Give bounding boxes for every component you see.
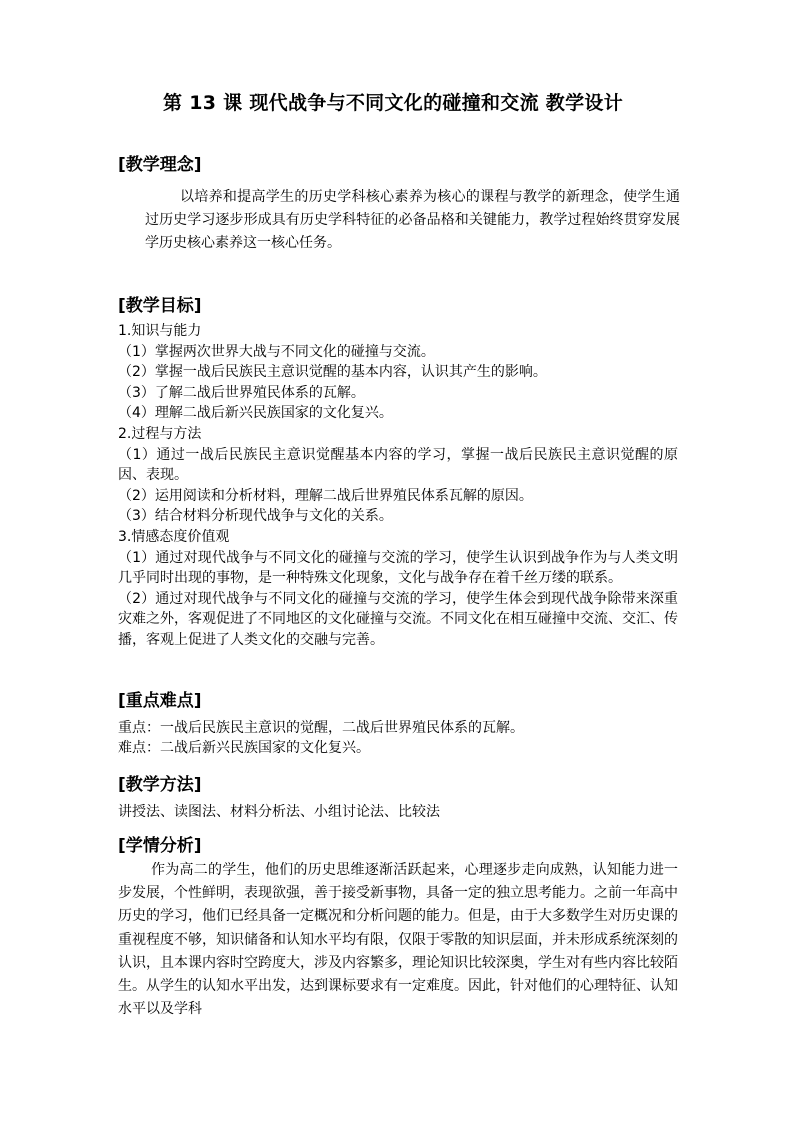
goal-line: （1）掌握两次世界大战与不同文化的碰撞与交流。 bbox=[118, 343, 435, 360]
goal-line: 1.知识与能力 bbox=[118, 323, 202, 339]
goal-line: 3.情感态度价值观 bbox=[118, 528, 230, 545]
goal-line: （1）通过一战后民族民主意识觉醒基本内容的学习，掌握一战后民族民主意识觉醒的原因、表现。 bbox=[118, 446, 678, 484]
heading-key-points: [重点难点] bbox=[118, 691, 202, 711]
key-point-line: 重点：一战后民族民主意识的觉醒，二战后世界殖民体系的瓦解。 bbox=[118, 720, 524, 736]
methods-line: 讲授法、读图法、材料分析法、小组讨论法、比较法 bbox=[118, 804, 440, 820]
heading-teaching-methods: [教学方法] bbox=[118, 775, 202, 795]
goal-line: （2）掌握一战后民族民主意识觉醒的基本内容，认识其产生的影响。 bbox=[118, 364, 547, 381]
document-title: 第 13 课 现代战争与不同文化的碰撞和交流 教学设计 bbox=[163, 92, 624, 114]
key-points-list bbox=[118, 718, 678, 758]
goal-line: （1）通过对现代战争与不同文化的碰撞与交流的学习，使学生认识到战争作为与人类文明几乎同时出现的事物，是一种特殊文化现象，文化与战争存在着千丝万缕的联系。 bbox=[118, 549, 678, 587]
student-analysis-paragraph: 作为高二的学生，他们的历史思维逐渐活跃起来，心理逐步走向成熟，认知能力进一步发展，个性鲜明，表现欲强，善于接受新事物，具备一定的独立思考能力。之前一年高中历史的学习，他们已经具备一定概况和分析问题的能力。但是，由于大多数学生对历史课的重视程度不够，知识储备和认知水平均有限，仅限于零散的知识层面，并未形成系统深刻的认识，且本课内容时空跨度大，涉及内容繁多，理论知识比较深奥，学生对有些内容比较陌生。从学生的认知水平出发，达到课标要求有一定难度。因此，针对他们的心理特征、认知水平以及学科 bbox=[118, 862, 678, 1018]
difficult-point-line: 难点：二战后新兴民族国家的文化复兴。 bbox=[118, 740, 370, 756]
goal-line: （3）结合材料分析现代战争与文化的关系。 bbox=[118, 508, 393, 525]
heading-student-analysis: [学情分析] bbox=[118, 836, 202, 856]
goal-line: （2）运用阅读和分析材料，理解二战后世界殖民体系瓦解的原因。 bbox=[118, 487, 533, 504]
goal-line: （3）了解二战后世界殖民体系的瓦解。 bbox=[118, 384, 365, 401]
teaching-idea-paragraph: 以培养和提高学生的历史学科核心素养为核心的课程与教学的新理念，使学生通过历史学习逐步形成具有历史学科特征的必备品格和关键能力，教学过程始终贯穿发展学历史核心素养这一核心任务。 bbox=[145, 189, 680, 251]
goal-line: （2）通过对现代战争与不同文化的碰撞与交流的学习，使学生体会到现代战争除带来深重灾难之外，客观促进了不同地区的文化碰撞与交流。不同文化在相互碰撞中交流、交汇、传播，客观上促进了人类文化的交融与完善。 bbox=[118, 590, 678, 648]
teaching-methods-text bbox=[118, 802, 678, 822]
goal-line: （4）理解二战后新兴民族国家的文化复兴。 bbox=[118, 405, 393, 422]
heading-teaching-idea: [教学理念] bbox=[118, 155, 202, 175]
goal-line: 2.过程与方法 bbox=[118, 425, 202, 442]
heading-teaching-goals: [教学目标] bbox=[118, 296, 202, 316]
teaching-goals-list bbox=[118, 321, 678, 651]
